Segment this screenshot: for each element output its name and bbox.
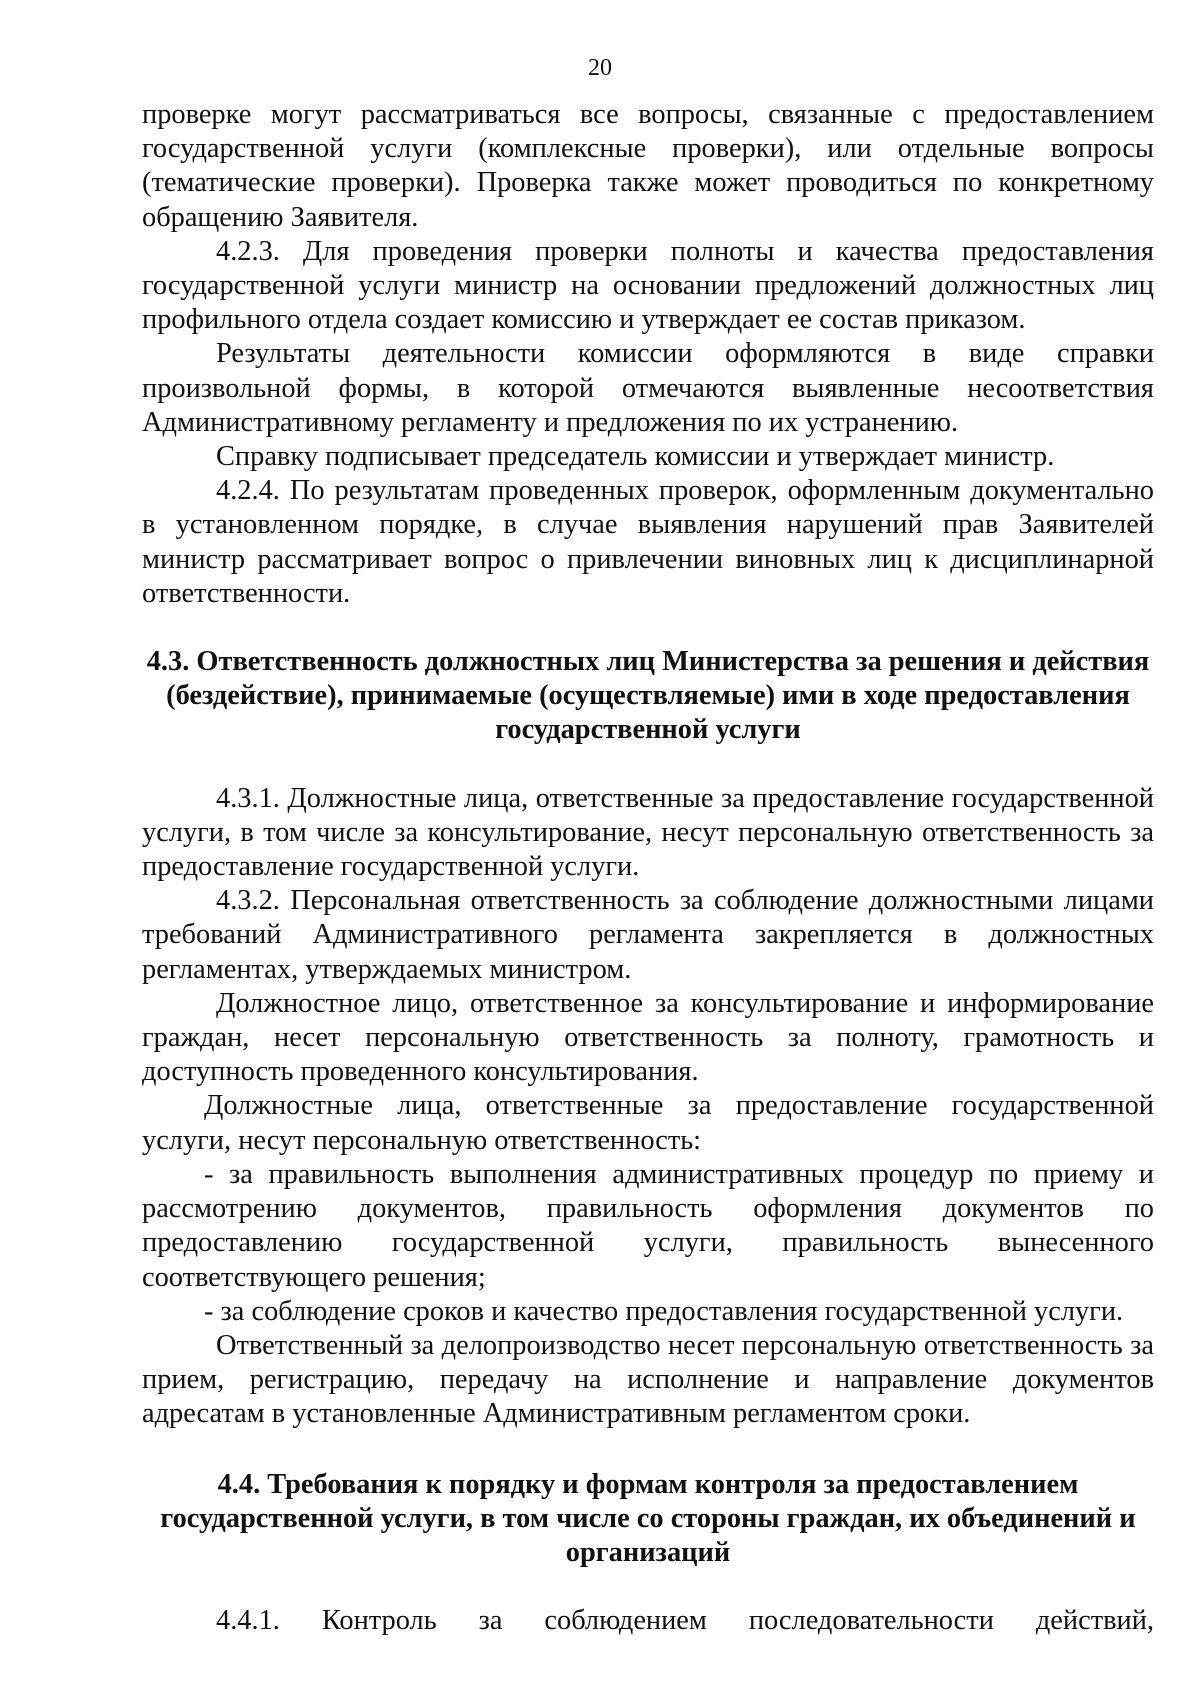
list-item-deadlines: - за соблюдение сроков и качество предоставления государственной услуги.: [204, 1295, 1124, 1327]
section-heading-4-3: 4.3. Ответственность должностных лиц Министерства за решения и действия (бездействие), принимаемые (осуществляемые) ими в ходе предоставления государственной услуги: [146, 646, 1150, 746]
section-heading-4-4: 4.4. Требования к порядку и формам контроля за предоставлением государственной услуги, в том числе со стороны граждан, их объединений и организаций: [160, 1468, 1136, 1568]
paragraph-4-2-3: 4.2.3. Для проведения проверки полноты и качества предоставления государственной услуги министр на основании предложений должностных лиц профильного отдела создает комиссию и утверждает ее состав приказом.: [142, 235, 1154, 336]
paragraph-4-4-1: 4.4.1. Контроль за соблюдением последовательности действий,: [216, 1605, 1154, 1637]
paragraph-consultation-responsibility: Должностное лицо, ответственное за консультирование и информирование граждан, несет персональную ответственность за полноту, грамотность и доступность проведенного консультирования.: [142, 987, 1154, 1088]
paragraph-check-scope: проверке могут рассматриваться все вопросы, связанные с предоставлением государственной услуги (комплексные проверки), или отдельные вопросы (тематические проверки). Проверка также может проводиться по конкретному обращению Заявителя.: [142, 99, 1154, 233]
paragraph-4-2-4: 4.2.4. По результатам проведенных проверок, оформленным документально в установленном порядке, в случае выявления нарушений прав Заявителей министр рассматривает вопрос о привлечении виновных лиц к дисциплинарной ответственности.: [142, 475, 1154, 609]
page-number: 20: [588, 55, 612, 81]
paragraph-4-3-2: 4.3.2. Персональная ответственность за соблюдение должностными лицами требований Административного регламента закрепляется в должностных регламентах, утверждаемых министром.: [142, 885, 1154, 985]
paragraph-commission-results: Результаты деятельности комиссии оформляются в виде справки произвольной формы, в которой отмечаются выявленные несоответствия Административному регламенту и предложения по их устранению.: [142, 338, 1154, 438]
paragraph-officials-responsibility: Должностные лица, ответственные за предоставление государственной услуги, несут персональную ответственность:: [142, 1090, 1154, 1156]
paragraph-signature: Справку подписывает председатель комиссии и утверждает министр.: [216, 441, 1055, 473]
list-item-correctness: - за правильность выполнения административных процедур по приему и рассмотрению документов, правильность оформления документов по предоставлению государственной услуги, правильность вынесенного соответствующего решения;: [142, 1158, 1154, 1293]
paragraph-4-3-1: 4.3.1. Должностные лица, ответственные за предоставление государственной услуги, в том числе за консультирование, несут персональную ответственность за предоставление государственной услуги.: [142, 782, 1154, 883]
paragraph-records-responsibility: Ответственный за делопроизводство несет персональную ответственность за прием, регистрацию, передачу на исполнение и направление документов адресатам в установленные Административным регламентом сроки.: [142, 1329, 1154, 1430]
document-body: [142, 98, 1154, 1638]
